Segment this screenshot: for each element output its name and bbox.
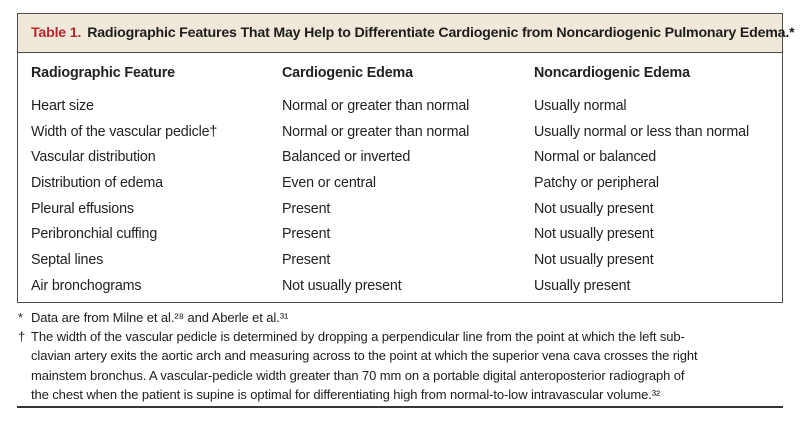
table-title-bar <box>18 14 795 53</box>
footnote-text: Data are from Milne et al.²⁸ and Aberle et al.³¹ <box>31 310 289 325</box>
footnote-line: The width of the vascular pedicle is determined by dropping a perpendicular line from the point at which the left sub- <box>31 329 685 345</box>
column-header-cardiogenic-edema: Cardiogenic Edema <box>282 65 413 81</box>
noncardiogenic-cell: Usually present <box>534 277 631 294</box>
table-container <box>17 13 795 303</box>
cardiogenic-cell: Normal or greater than normal <box>282 97 470 114</box>
cardiogenic-cell: Present <box>282 226 331 243</box>
noncardiogenic-cell: Patchy or peripheral <box>534 174 659 191</box>
noncardiogenic-cell: Not usually present <box>534 251 654 268</box>
footnotes <box>17 308 783 404</box>
footnote-line: the chest when the patient is supine is optimal for differentiating high from normal-to-low intravascular volume.³² <box>31 386 661 402</box>
cardiogenic-cell: Present <box>282 251 331 268</box>
cardiogenic-cell: Even or central <box>282 174 376 191</box>
noncardiogenic-cell: Normal or balanced <box>534 149 657 166</box>
footnote-line: clavian artery exits the aortic arch and measuring across to the point at which the superior vena cava crosses the right <box>31 348 698 364</box>
footnote-line: mainstem bronchus. A vascular-pedicle width greater than 70 mm on a portable digital anteroposterior radiograph of <box>31 367 685 383</box>
feature-cell: Pleural effusions <box>31 200 134 217</box>
cardiogenic-cell: Not usually present <box>282 277 402 294</box>
table-row-vascular-distribution <box>31 144 782 170</box>
table-row-air-bronchograms <box>31 273 782 299</box>
table-number-label: Table 1. <box>31 25 82 41</box>
feature-cell: Width of the vascular pedicle† <box>31 123 218 140</box>
noncardiogenic-cell: Not usually present <box>534 200 654 217</box>
footnote-dagger <box>17 327 783 404</box>
noncardiogenic-cell: Usually normal <box>534 97 627 114</box>
table-body <box>18 53 782 299</box>
table-row-peribronchial-cuffing <box>31 221 782 247</box>
feature-cell: Air bronchograms <box>31 277 142 294</box>
column-header-radiographic-feature: Radiographic Feature <box>31 65 175 81</box>
column-header-noncardiogenic-edema: Noncardiogenic Edema <box>534 65 690 81</box>
bottom-rule <box>17 406 783 408</box>
feature-cell: Vascular distribution <box>31 149 156 166</box>
asterisk-marker: * <box>18 310 23 325</box>
noncardiogenic-cell: Usually normal or less than normal <box>534 123 750 140</box>
feature-cell: Septal lines <box>31 251 104 268</box>
table-row-septal-lines <box>31 247 782 273</box>
feature-cell: Peribronchial cuffing <box>31 226 158 243</box>
table-row-distribution-of-edema <box>31 170 782 196</box>
feature-cell: Heart size <box>31 97 94 114</box>
dagger-marker: † <box>18 329 26 345</box>
table-row-pleural-effusions <box>31 196 782 222</box>
cardiogenic-cell: Balanced or inverted <box>282 149 411 166</box>
table-row-heart-size <box>31 93 782 119</box>
footnote-asterisk <box>17 308 783 327</box>
cardiogenic-cell: Normal or greater than normal <box>282 123 470 140</box>
table-header-row <box>31 53 782 93</box>
table-title: Radiographic Features That May Help to Differentiate Cardiogenic from Noncardiogenic Pulmonary Edema.* <box>87 25 795 41</box>
table-row-vascular-pedicle-width <box>31 119 782 145</box>
cardiogenic-cell: Present <box>282 200 331 217</box>
feature-cell: Distribution of edema <box>31 174 163 191</box>
noncardiogenic-cell: Not usually present <box>534 226 654 243</box>
